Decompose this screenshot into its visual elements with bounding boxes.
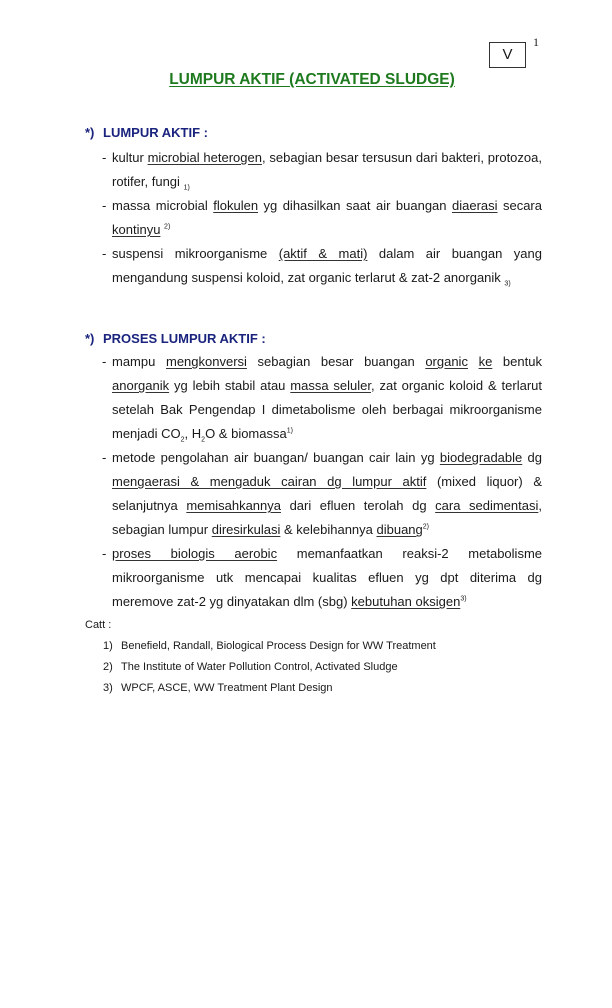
reference-item: 1) Benefield, Randall, Biological Process Design for WW Treatment [103,640,436,652]
footnote-ref: 1) [183,184,190,192]
bullet-dash: - [102,198,107,213]
bullet-text: proses biologis aerobic memanfaatkan reaksi-2 metabolisme mikroorganisme utk mencapai kualitas efluen yg dpt diterima dg meremove zat-2 yg dinyatakan dlm (sbg) kebutuhan oksigen$^{3)}$ [112,546,542,609]
bullet-dash: - [102,354,107,369]
section-marker: *) [85,331,95,346]
bullet-dash: - [102,450,107,465]
bullet-dash: - [102,246,107,261]
bullet-text: suspensi mikroorganisme (aktif & mati) dalam air buangan yang mengandung suspensi koloid, zat organic terlarut & zat-2 anorganik $_{3)}$ [112,246,542,288]
bullet-item [102,446,542,542]
footnote-ref: 2) [422,523,430,531]
bullet-text: mampu mengkonversi sebagian besar buangan organic ke bentuk anorganik yg lebih stabil atau massa seluler, zat organic koloid & terlarut setelah Bak Pengendap I dimetabolisme oleh berbagai mikroorganisme menjadi $CO_2$, $H_2O$ & biomassa$^{1)}$ [112,354,542,444]
bullet-item [102,194,542,242]
section-heading-text: PROSES LUMPUR AKTIF : [103,331,266,346]
reference-item: 3) WPCF, ASCE, WW Treatment Plant Design [103,682,333,694]
section-heading-proses-lumpur-aktif [85,331,266,346]
section-marker: *) [85,125,95,140]
footnote-ref: 3) [504,280,511,288]
bullet-item [102,242,542,290]
bullet-item [102,542,542,614]
bullet-item [102,146,542,194]
bullet-text: kultur microbial heterogen, sebagian besar tersusun dari bakteri, protozoa, rotifer, fungi $_{1)}$ [112,150,542,192]
bullet-text: massa microbial flokulen yg dihasilkan saat air buangan diaerasi secara kontinyu $^{2)}$ [112,198,542,237]
section-heading-text: LUMPUR AKTIF : [103,125,208,140]
chapter-box: V [489,42,526,68]
footnote-ref: 1) [286,427,293,435]
bullet-dash: - [102,546,107,561]
bullet-text: metode pengolahan air buangan/ buangan cair lain yg biodegradable dg mengaerasi & mengaduk cairan dg lumpur aktif (mixed liquor) & selanjutnya memisahkannya dari efluen terolah dg cara sedimentasi, sebagian lumpur diresirkulasi & kelebihannya dibuang$^{2)}$ [112,450,543,537]
notes-label: Catt : [85,619,112,631]
reference-item: 2) The Institute of Water Pollution Control, Activated Sludge [103,661,398,673]
page-number: 1 [533,35,539,49]
bullet-dash: - [102,150,107,165]
document-title: LUMPUR AKTIF (ACTIVATED SLUDGE) [169,71,455,88]
footnote-ref: 2) [164,223,171,231]
footnote-ref: 3) [460,595,467,603]
bullet-item [102,350,542,446]
section-heading-lumpur-aktif [85,125,208,140]
